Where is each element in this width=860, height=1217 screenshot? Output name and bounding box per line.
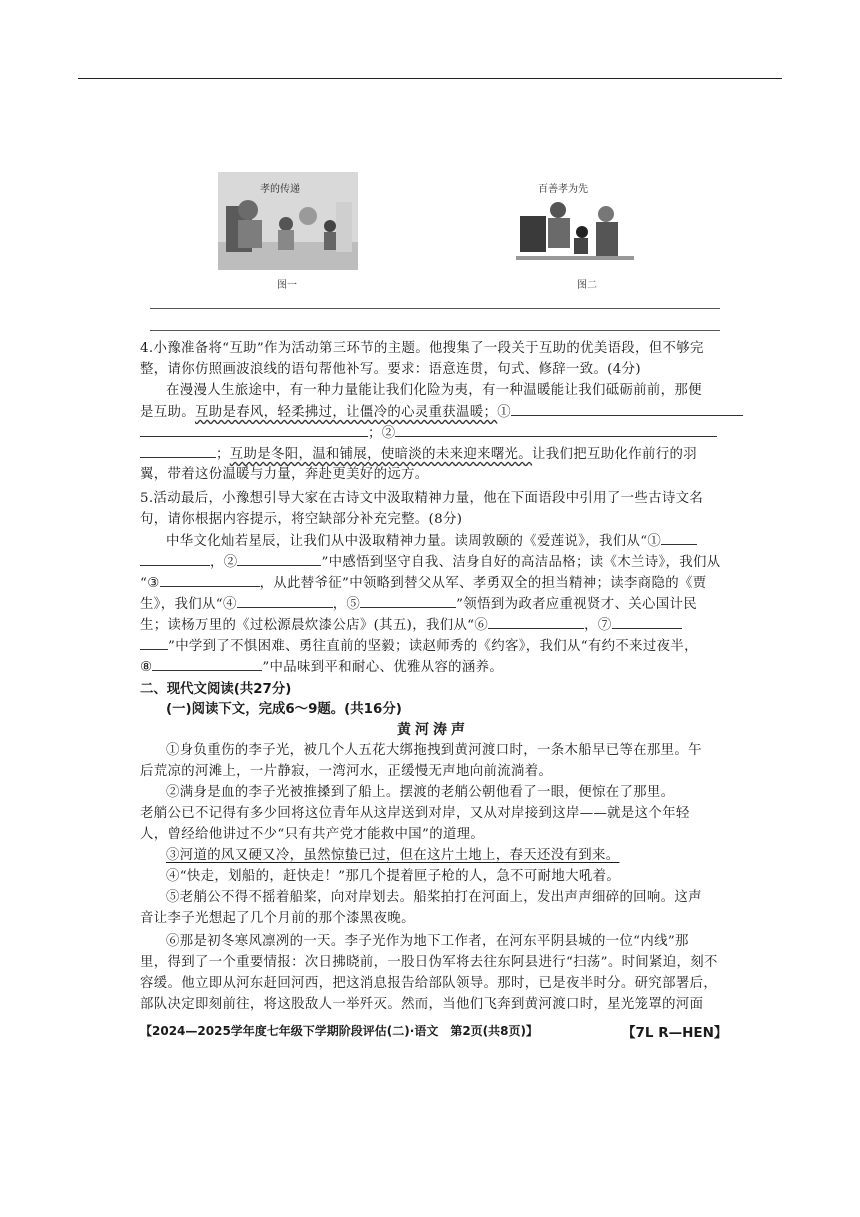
q4-model-sentence-2: 互助是冬阳，温和铺展，使暗淡的未来迎来曙光。 xyxy=(229,447,533,462)
q5-blank-8-label: ⑧ xyxy=(140,660,153,675)
answer-line-2 xyxy=(150,330,720,331)
q4-line-3: 在漫漫人生旅途中，有一种力量能让我们化险为夷，有一种温暖能让我们砥砺前前，那便 xyxy=(166,383,702,398)
q4-line-4a: 是互助。 xyxy=(140,405,195,420)
q5-blank-1[interactable] xyxy=(661,530,697,545)
footer-info: 【2024—2025学年度七年级下学期阶段评估(二)·语文 第2页(共8页)】 xyxy=(140,1024,538,1038)
q4-blank-2[interactable] xyxy=(395,422,717,437)
article-p5-line-1: ⑤老艄公不得不摇着船桨，向对岸划去。船桨拍打在河面上，发出声声细碎的回响。这声 xyxy=(166,890,702,905)
q4-line-5 xyxy=(140,422,717,444)
section-2-subheading: (一)阅读下文，完成6～9题。(共16分) xyxy=(166,702,402,717)
q5-blank-4-label: 生》，我们从“④ xyxy=(140,597,237,612)
q5-blank-7[interactable] xyxy=(612,614,682,629)
q5-blank-5[interactable] xyxy=(360,593,456,608)
article-p2-line-2: 老艄公已不记得有多少回将这位青年从这岸送到对岸，又从对岸接到这岸——就是这个年轻 xyxy=(140,806,690,821)
answer-line-1 xyxy=(150,308,720,309)
q5-line-4b: ”中感悟到坚守自我、洁身自好的高洁品格；读《木兰诗》，我们从 xyxy=(321,555,721,570)
article-p6-line-1: ⑥那是初冬寒风凛冽的一天。李子光作为地下工作者，在河东平阴县城的一位“内线”那 xyxy=(166,934,689,949)
article-p3-underlined: ③河道的风又硬又冷，虽然惊蛰已过，但在这片土地上，春天还没有到来。 xyxy=(166,848,620,863)
figure-2-caption: 图二 xyxy=(577,280,597,291)
q5-blank-2-label: ，② xyxy=(210,555,238,570)
figure-2-banner: 百善孝为先 xyxy=(538,184,588,195)
figure-1-banner: 孝的传递 xyxy=(260,184,300,195)
q4-blank-1-cont[interactable] xyxy=(140,422,368,437)
q5-line-8a: ”中学到了不惧困难、勇往直前的坚毅；读赵师秀的《约客》，我们从“有约不来过夜半， xyxy=(168,639,698,654)
section-2-heading: 二、现代文阅读(共27分) xyxy=(140,682,292,697)
article-title: 黄河涛声 xyxy=(397,722,469,738)
q5-blank-2[interactable] xyxy=(237,551,321,566)
q5-blank-7-cont[interactable] xyxy=(140,635,168,650)
q5-blank-6[interactable] xyxy=(488,614,584,629)
q5-blank-4[interactable] xyxy=(237,593,333,608)
figure-2-illustration xyxy=(516,196,634,266)
article-p2-line-3: 人，曾经给他讲过不少“只有共产党才能救中国”的道理。 xyxy=(140,827,485,842)
figure-1-caption: 图一 xyxy=(277,280,297,291)
q4-line-7: 翼，带着这份温暖与力量，奔赴更美好的远方。 xyxy=(140,467,429,482)
q5-blank-6-label: 生；读杨万里的《过松源晨炊漆公店》(其五)，我们从“⑥ xyxy=(140,618,489,633)
q5-line-9b: ”中品味到平和耐心、优雅从容的涵养。 xyxy=(262,660,504,675)
q4-line-6c: 让我们把互助化作前行的羽 xyxy=(532,447,697,462)
q4-blank-1[interactable] xyxy=(511,401,743,416)
q4-line-6a: ； xyxy=(216,447,230,462)
article-p6-line-2: 里，得到了一个重要情报：次日拂晓前，一股日伪军将去往东阿县进行“扫荡”。时间紧迫，刻不 xyxy=(140,955,718,970)
article-p1-line-1: ①身负重伤的李子光，被几个人五花大绑拖拽到黄河渡口时，一条木船早已等在那里。午 xyxy=(166,743,702,758)
q4-blank-2-cont[interactable] xyxy=(140,443,216,458)
article-p5-line-2: 音让李子光想起了几个月前的那个漆黑夜晚。 xyxy=(140,911,415,926)
q5-line-2: 句，请你根据内容提示，将空缺部分补充完整。(8分) xyxy=(140,512,463,527)
q5-blank-8[interactable] xyxy=(152,656,262,671)
q4-blank-1-label: ① xyxy=(497,405,512,420)
q5-line-9 xyxy=(140,656,503,678)
q5-line-5 xyxy=(140,572,706,594)
q5-line-8 xyxy=(140,635,698,657)
figure-1 xyxy=(218,172,358,270)
q5-blank-3-label: “③ xyxy=(140,576,160,591)
article-p6-line-3: 容缓。他立即从河东赶回河西，把这消息报告给部队领导。那时，已是夜半时分。研究部署后， xyxy=(140,976,718,991)
q4-line-2: 整，请你仿照画波浪线的语句帮他补写。要求：语意连贯，句式、修辞一致。(4分) xyxy=(140,362,641,377)
q5-line-1: 5.活动最后，小豫想引导大家在古诗文中汲取精神力量，他在下面语段中引用了一些古诗文名 xyxy=(140,491,704,506)
q4-line-6 xyxy=(140,443,697,465)
article-p3 xyxy=(166,845,619,866)
q5-line-7 xyxy=(140,614,682,636)
q5-line-3-text: 中华文化灿若星辰，让我们从中汲取精神力量。读周敦颐的《爱莲说》，我们从“① xyxy=(166,534,662,549)
q4-model-sentence-1: 互助是春风，轻柔拂过，让僵冷的心灵重获温暖； xyxy=(194,405,498,420)
q5-blank-5-label: ，⑤ xyxy=(332,597,361,612)
q5-blank-1-cont[interactable] xyxy=(140,551,210,566)
q5-line-4 xyxy=(140,551,720,573)
article-p4: ④“快走，划船的，赶快走！”那几个提着匣子枪的人，急不可耐地大吼着。 xyxy=(166,869,621,884)
top-rule xyxy=(78,78,782,79)
q4-blank-2-label: ；② xyxy=(368,426,396,441)
article-p1-line-2: 后荒凉的河滩上，一片静寂，一湾河水，正缓慢无声地向前流淌着。 xyxy=(140,764,553,779)
q4-line-1: 4.小豫准备将“互助”作为活动第三环节的主题。他搜集了一段关于互助的优美语段，但不够完 xyxy=(140,341,704,356)
q4-line-4 xyxy=(140,401,743,423)
figure-2 xyxy=(516,196,634,266)
q5-line-6 xyxy=(140,593,697,615)
q5-line-3 xyxy=(166,530,697,552)
q5-blank-3[interactable] xyxy=(160,572,260,587)
article-p2-line-1: ②满身是血的李子光被推搡到了船上。摆渡的老艄公朝他看了一眼，便惊在了那里。 xyxy=(166,785,675,800)
q5-line-6c: ”领悟到为政者应重视贤才、关心国计民 xyxy=(456,597,697,612)
footer-code: 【7L R—HEN】 xyxy=(622,1025,728,1041)
article-p6-line-4: 部队决定即刻前往，将这股敌人一举歼灭。然而，当他们飞奔到黄河渡口时，星光笼罩的河面 xyxy=(140,997,704,1012)
q5-blank-7-label: ，⑦ xyxy=(584,618,612,633)
q5-line-5b: ，从此替爷征”中领略到替父从军、孝勇双全的担当精神；读李商隐的《贾 xyxy=(259,576,707,591)
